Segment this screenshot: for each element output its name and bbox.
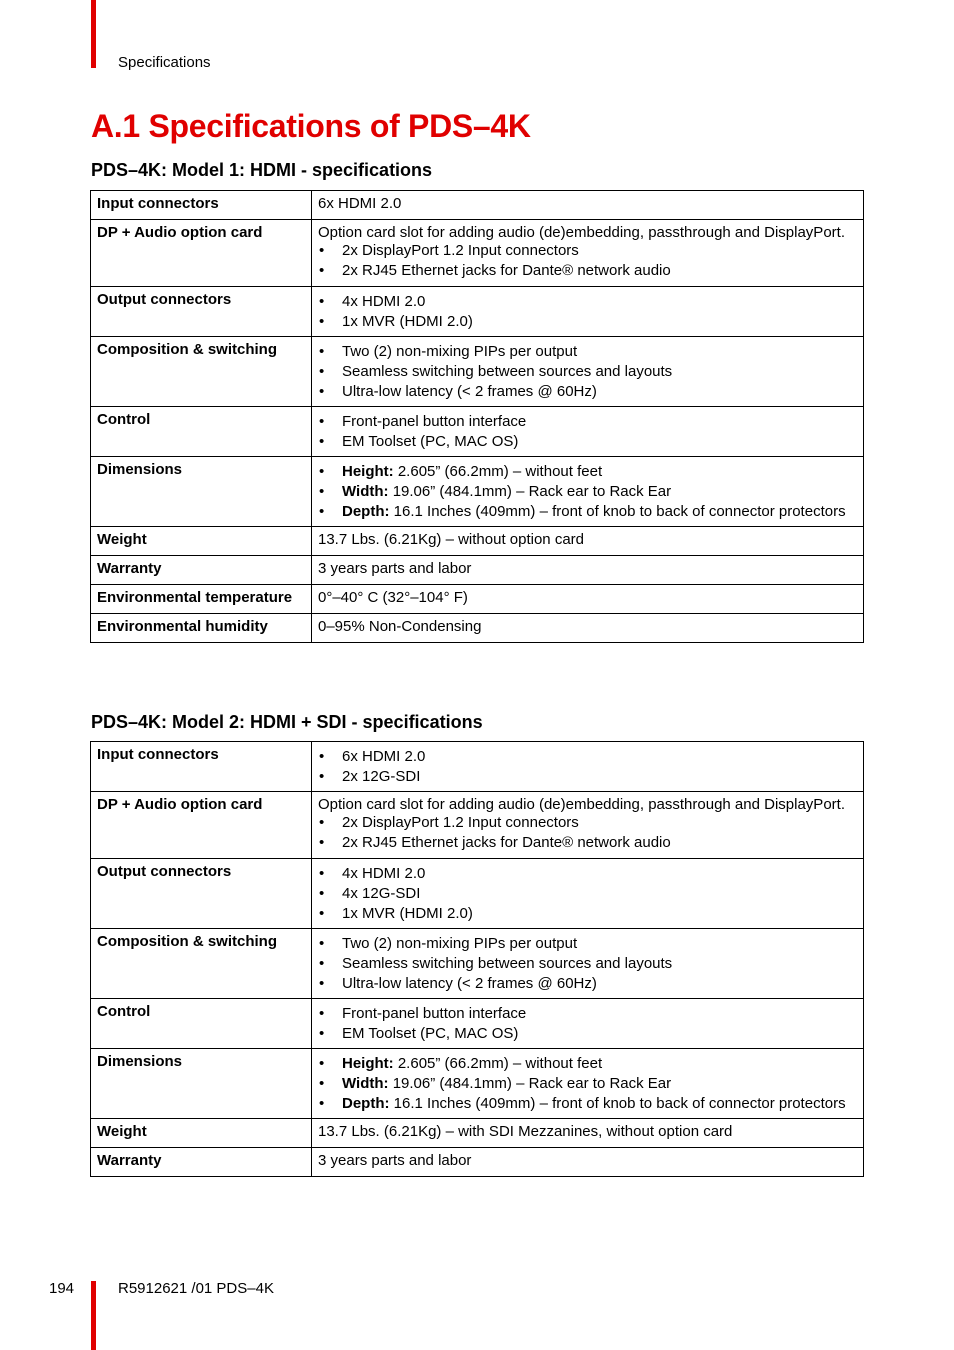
dimension-depth-label: Depth: (342, 1095, 390, 1112)
row-label: Environmental humidity (91, 614, 312, 643)
header-accent-bar (91, 0, 96, 68)
bullet-list (318, 814, 857, 852)
dimension-width-label: Width: (342, 1075, 389, 1092)
row-value (312, 220, 864, 287)
bullet-list (318, 413, 857, 451)
table-row (91, 556, 864, 585)
list-item: • Front-panel button interface (318, 1005, 857, 1023)
spec-table-model-2 (90, 741, 864, 1177)
row-value: 13.7 Lbs. (6.21Kg) – with SDI Mezzanines, without option card (312, 1119, 864, 1148)
list-item: • 6x HDMI 2.0 (318, 748, 857, 766)
table-row (91, 527, 864, 556)
bullet-list (318, 1005, 857, 1043)
table-row (91, 220, 864, 287)
list-item: • 4x 12G-SDI (318, 885, 857, 903)
table-row (91, 614, 864, 643)
row-value (312, 929, 864, 999)
row-value (312, 742, 864, 792)
row-label: Composition & switching (91, 929, 312, 999)
row-label: Warranty (91, 1148, 312, 1177)
row-value (312, 999, 864, 1049)
table-row (91, 929, 864, 999)
list-item: • 4x HDMI 2.0 (318, 865, 857, 883)
row-value: 13.7 Lbs. (6.21Kg) – without option card (312, 527, 864, 556)
dimension-width-label: Width: (342, 483, 389, 500)
list-item: • Ultra-low latency (< 2 frames @ 60Hz) (318, 975, 857, 993)
table-row (91, 407, 864, 457)
row-value: 3 years parts and labor (312, 1148, 864, 1177)
list-item (318, 483, 857, 501)
list-item: • 4x HDMI 2.0 (318, 293, 857, 311)
row-label: Weight (91, 1119, 312, 1148)
table-row (91, 191, 864, 220)
list-item: • 1x MVR (HDMI 2.0) (318, 905, 857, 923)
list-item: • Seamless switching between sources and layouts (318, 955, 857, 973)
document-id: R5912621 /01 PDS–4K (118, 1280, 274, 1297)
list-item: • EM Toolset (PC, MAC OS) (318, 1025, 857, 1043)
row-paragraph: Option card slot for adding audio (de)embedding, passthrough and DisplayPort. (318, 224, 845, 241)
dimension-height-value: 2.605” (66.2mm) – without feet (397, 1055, 603, 1072)
table-row (91, 457, 864, 527)
running-header: Specifications (118, 54, 211, 71)
page-title: A.1 Specifications of PDS–4K (91, 108, 531, 144)
row-label: Control (91, 407, 312, 457)
section-title-model-2: PDS–4K: Model 2: HDMI + SDI - specifications (91, 712, 483, 732)
list-item (318, 503, 857, 521)
list-item: • Two (2) non-mixing PIPs per output (318, 343, 857, 361)
row-label: Environmental temperature (91, 585, 312, 614)
footer-accent-bar (91, 1281, 96, 1350)
bullet-list (318, 748, 857, 786)
row-value (312, 337, 864, 407)
dimension-width-value: 19.06” (484.1mm) – Rack ear to Rack Ear (392, 483, 672, 500)
bullet-list (318, 343, 857, 401)
list-item: • EM Toolset (PC, MAC OS) (318, 433, 857, 451)
list-item (318, 463, 857, 481)
row-value (312, 792, 864, 859)
dimension-width-value: 19.06” (484.1mm) – Rack ear to Rack Ear (392, 1075, 672, 1092)
row-label: Input connectors (91, 742, 312, 792)
row-label: Output connectors (91, 287, 312, 337)
bullet-list (318, 293, 857, 331)
row-label: Weight (91, 527, 312, 556)
list-item: • Front-panel button interface (318, 413, 857, 431)
bullet-list (318, 242, 857, 280)
table-row (91, 585, 864, 614)
row-value (312, 859, 864, 929)
list-item: • 2x DisplayPort 1.2 Input connectors (318, 814, 857, 832)
table-row (91, 1119, 864, 1148)
list-item: • Two (2) non-mixing PIPs per output (318, 935, 857, 953)
spec-table-model-1 (90, 190, 864, 643)
row-paragraph: Option card slot for adding audio (de)embedding, passthrough and DisplayPort. (318, 796, 845, 813)
row-value (312, 287, 864, 337)
bullet-list (318, 463, 857, 521)
row-label: DP + Audio option card (91, 220, 312, 287)
table-row (91, 1049, 864, 1119)
row-label: Composition & switching (91, 337, 312, 407)
dimension-depth-value: 16.1 Inches (409mm) – front of knob to back of connector protectors (393, 503, 846, 520)
row-value: 0°–40° C (32°–104° F) (312, 585, 864, 614)
bullet-list (318, 935, 857, 993)
list-item: • Seamless switching between sources and layouts (318, 363, 857, 381)
list-item: • Ultra-low latency (< 2 frames @ 60Hz) (318, 383, 857, 401)
row-label: Warranty (91, 556, 312, 585)
row-value: 3 years parts and labor (312, 556, 864, 585)
dimension-depth-value: 16.1 Inches (409mm) – front of knob to back of connector protectors (393, 1095, 846, 1112)
bullet-list (318, 1055, 857, 1113)
row-value: 0–95% Non-Condensing (312, 614, 864, 643)
row-label: Dimensions (91, 1049, 312, 1119)
list-item: • 2x 12G-SDI (318, 768, 857, 786)
list-item: • 1x MVR (HDMI 2.0) (318, 313, 857, 331)
dimension-height-label: Height: (342, 1055, 394, 1072)
row-value (312, 457, 864, 527)
list-item (318, 1075, 857, 1093)
list-item: • 2x RJ45 Ethernet jacks for Dante® network audio (318, 262, 857, 280)
list-item: • 2x DisplayPort 1.2 Input connectors (318, 242, 857, 260)
row-value (312, 1049, 864, 1119)
row-label: Input connectors (91, 191, 312, 220)
row-label: Output connectors (91, 859, 312, 929)
dimension-depth-label: Depth: (342, 503, 390, 520)
section-title-model-1: PDS–4K: Model 1: HDMI - specifications (91, 160, 433, 180)
list-item: • 2x RJ45 Ethernet jacks for Dante® network audio (318, 834, 857, 852)
table-row (91, 287, 864, 337)
row-label: Dimensions (91, 457, 312, 527)
dimension-height-label: Height: (342, 463, 394, 480)
table-row (91, 1148, 864, 1177)
bullet-list (318, 865, 857, 923)
page-number: 194 (49, 1280, 75, 1297)
list-item (318, 1095, 857, 1113)
row-label: DP + Audio option card (91, 792, 312, 859)
table-row (91, 999, 864, 1049)
dimension-height-value: 2.605” (66.2mm) – without feet (397, 463, 603, 480)
list-item (318, 1055, 857, 1073)
row-value (312, 407, 864, 457)
table-row (91, 337, 864, 407)
row-label: Control (91, 999, 312, 1049)
table-row (91, 792, 864, 859)
table-row (91, 742, 864, 792)
table-row (91, 859, 864, 929)
row-value: 6x HDMI 2.0 (312, 191, 864, 220)
